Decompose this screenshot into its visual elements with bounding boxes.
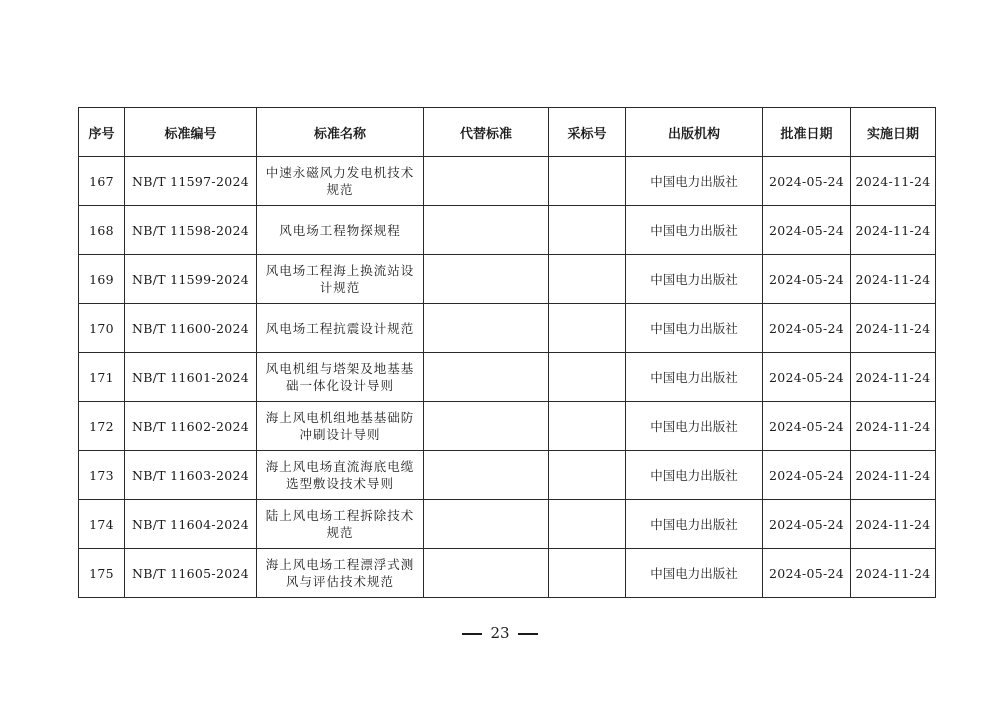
adopted-standard (549, 549, 626, 598)
row-number: 172 (79, 402, 125, 451)
approve-date: 2024-05-24 (763, 206, 851, 255)
standard-name: 风电场工程物探规程 (257, 206, 424, 255)
header-name: 标准名称 (257, 108, 424, 157)
implement-date: 2024-11-24 (851, 500, 936, 549)
approve-date: 2024-05-24 (763, 451, 851, 500)
implement-date: 2024-11-24 (851, 255, 936, 304)
publisher: 中国电力出版社 (626, 451, 763, 500)
adopted-standard (549, 451, 626, 500)
approve-date: 2024-05-24 (763, 304, 851, 353)
row-number: 169 (79, 255, 125, 304)
page-dash-right (518, 633, 538, 635)
standards-table (78, 107, 936, 598)
row-number: 175 (79, 549, 125, 598)
adopted-standard (549, 500, 626, 549)
standard-name: 风电场工程抗震设计规范 (257, 304, 424, 353)
replaced-standard (424, 402, 549, 451)
header-code: 标准编号 (125, 108, 257, 157)
standard-name: 海上风电机组地基基础防冲刷设计导则 (257, 402, 424, 451)
header-implement-date: 实施日期 (851, 108, 936, 157)
approve-date: 2024-05-24 (763, 157, 851, 206)
table-row (79, 206, 936, 255)
header-publisher: 出版机构 (626, 108, 763, 157)
replaced-standard (424, 353, 549, 402)
standard-code: NB/T 11603-2024 (125, 451, 257, 500)
approve-date: 2024-05-24 (763, 549, 851, 598)
row-number: 173 (79, 451, 125, 500)
table-row (79, 402, 936, 451)
table-header-row (79, 108, 936, 157)
page-number-text: 23 (490, 624, 510, 642)
table-row (79, 451, 936, 500)
adopted-standard (549, 304, 626, 353)
header-approve-date: 批准日期 (763, 108, 851, 157)
standard-name: 风电机组与塔架及地基基础一体化设计导则 (257, 353, 424, 402)
table-row (79, 157, 936, 206)
standard-code: NB/T 11599-2024 (125, 255, 257, 304)
publisher: 中国电力出版社 (626, 353, 763, 402)
standard-code: NB/T 11600-2024 (125, 304, 257, 353)
adopted-standard (549, 157, 626, 206)
table-row (79, 304, 936, 353)
row-number: 170 (79, 304, 125, 353)
header-adopt: 采标号 (549, 108, 626, 157)
standard-name: 海上风电场工程漂浮式测风与评估技术规范 (257, 549, 424, 598)
standard-code: NB/T 11604-2024 (125, 500, 257, 549)
table-row (79, 353, 936, 402)
implement-date: 2024-11-24 (851, 157, 936, 206)
implement-date: 2024-11-24 (851, 304, 936, 353)
replaced-standard (424, 304, 549, 353)
standard-code: NB/T 11602-2024 (125, 402, 257, 451)
row-number: 168 (79, 206, 125, 255)
adopted-standard (549, 402, 626, 451)
standard-code: NB/T 11598-2024 (125, 206, 257, 255)
publisher: 中国电力出版社 (626, 157, 763, 206)
table-row (79, 500, 936, 549)
implement-date: 2024-11-24 (851, 206, 936, 255)
approve-date: 2024-05-24 (763, 500, 851, 549)
replaced-standard (424, 206, 549, 255)
row-number: 174 (79, 500, 125, 549)
replaced-standard (424, 451, 549, 500)
standard-name: 陆上风电场工程拆除技术规范 (257, 500, 424, 549)
header-replace: 代替标准 (424, 108, 549, 157)
implement-date: 2024-11-24 (851, 451, 936, 500)
publisher: 中国电力出版社 (626, 304, 763, 353)
standard-code: NB/T 11605-2024 (125, 549, 257, 598)
table-row (79, 549, 936, 598)
header-no: 序号 (79, 108, 125, 157)
standard-code: NB/T 11597-2024 (125, 157, 257, 206)
standard-code: NB/T 11601-2024 (125, 353, 257, 402)
publisher: 中国电力出版社 (626, 500, 763, 549)
adopted-standard (549, 206, 626, 255)
table-row (79, 255, 936, 304)
standard-name: 风电场工程海上换流站设计规范 (257, 255, 424, 304)
approve-date: 2024-05-24 (763, 353, 851, 402)
row-number: 167 (79, 157, 125, 206)
implement-date: 2024-11-24 (851, 353, 936, 402)
replaced-standard (424, 500, 549, 549)
page-number (0, 624, 1000, 642)
row-number: 171 (79, 353, 125, 402)
approve-date: 2024-05-24 (763, 402, 851, 451)
publisher: 中国电力出版社 (626, 206, 763, 255)
publisher: 中国电力出版社 (626, 549, 763, 598)
approve-date: 2024-05-24 (763, 255, 851, 304)
page-dash-left (462, 633, 482, 635)
adopted-standard (549, 353, 626, 402)
standard-name: 海上风电场直流海底电缆选型敷设技术导则 (257, 451, 424, 500)
replaced-standard (424, 157, 549, 206)
implement-date: 2024-11-24 (851, 549, 936, 598)
implement-date: 2024-11-24 (851, 402, 936, 451)
publisher: 中国电力出版社 (626, 255, 763, 304)
adopted-standard (549, 255, 626, 304)
standard-name: 中速永磁风力发电机技术规范 (257, 157, 424, 206)
publisher: 中国电力出版社 (626, 402, 763, 451)
replaced-standard (424, 549, 549, 598)
replaced-standard (424, 255, 549, 304)
